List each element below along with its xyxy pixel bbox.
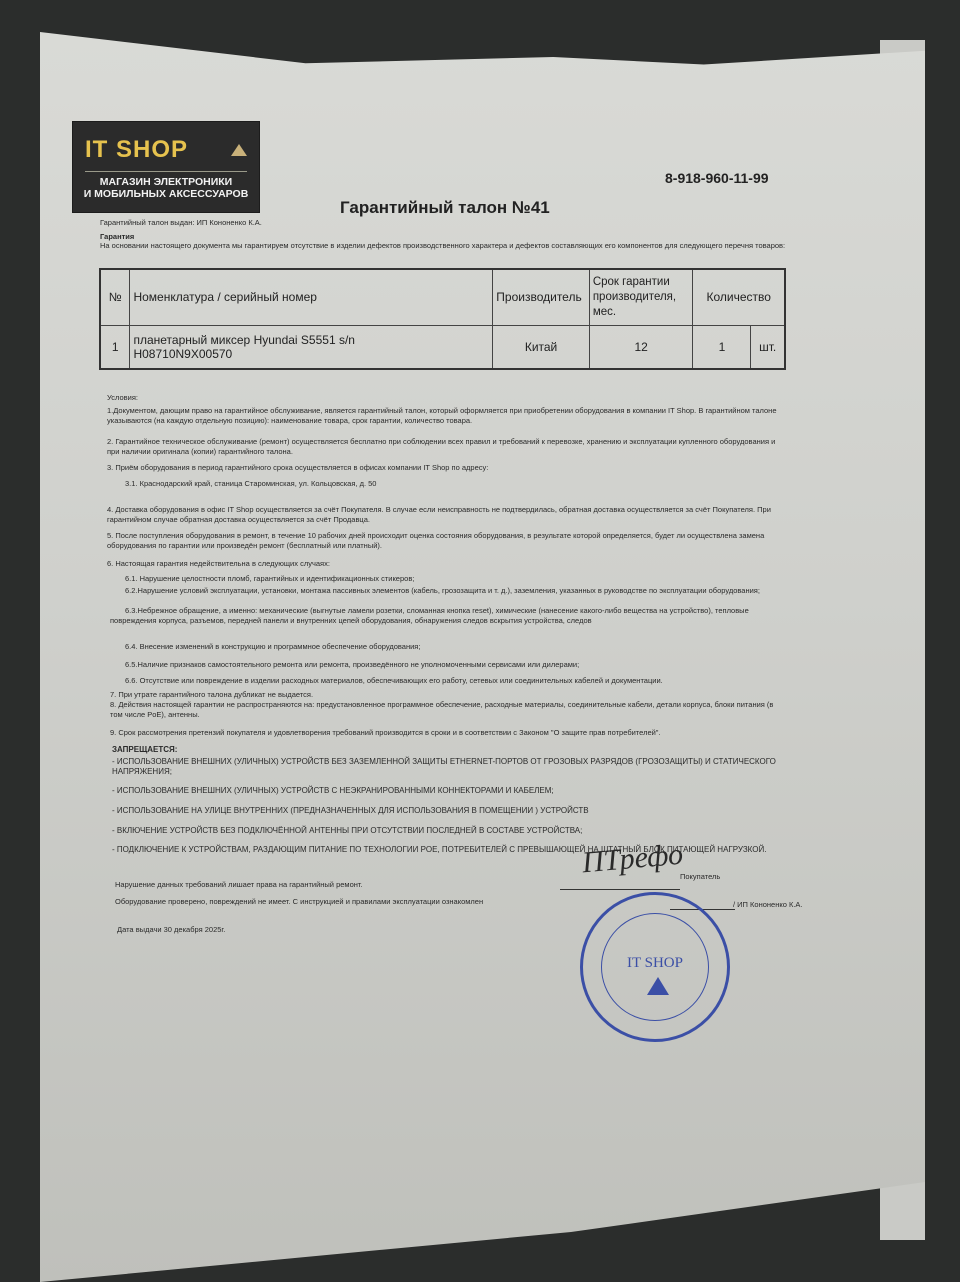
guarantee-text: На основании настоящего документа мы гарантируем отсутствие в изделии дефектов производственного характера и дефектов составляющих его компонентов для следующего перечня товаров: [100, 241, 786, 250]
row-num: 1 [100, 325, 130, 369]
condition-4: 4. Доставка оборудования в офис IT Shop осуществляется за счёт Покупателя. В случае если неисправность не подтвердилась, обратная доставка осуществляется за счёт Покупателя. При гарантийном случае обратная доставка осуществляется за счёт Продавца. [107, 505, 771, 524]
phone-number: 8-918-960-11-99 [665, 170, 769, 186]
row-serial: H08710N9X00570 [133, 346, 233, 361]
condition-5: 5. После поступления оборудования в ремонт, в течение 10 рабочих дней происходит оценка состояния оборудования, в результате которой определяется, будет ли осуществлена замена оборудования по гарантии или произведён ремонт (бесплатный или платный). [107, 531, 765, 550]
issue-date: Дата выдачи 30 декабря 2025г. [117, 925, 226, 934]
condition-6-1: 6.1. Нарушение целостности пломб, гарантийных и идентификационных стикеров; [125, 574, 415, 583]
items-table [99, 268, 786, 370]
logo-subtitle [73, 176, 259, 200]
header-num: № [100, 269, 130, 325]
it-shop-logo [72, 121, 260, 213]
triangle-logo-icon [231, 144, 247, 156]
header-name: Номенклатура / серийный номер [130, 269, 493, 325]
equipment-checked-note: Оборудование проверено, повреждений не имеет. С инструкцией и правилами эксплуатации ознакомлен [115, 897, 484, 906]
violation-note: Нарушение данных требований лишает права на гарантийный ремонт. [115, 880, 363, 889]
guarantee-heading: Гарантия [100, 232, 135, 241]
seller-label: / ИП Кононенко К.А. [733, 900, 803, 909]
buyer-signature-line [560, 889, 680, 890]
condition-6-4: 6.4. Внесение изменений в конструкцию и программное обеспечение оборудования; [125, 642, 421, 651]
logo-subtitle-line2: И МОБИЛЬНЫХ АКСЕССУАРОВ [83, 188, 249, 200]
row-qty: 1 [693, 325, 751, 369]
condition-7: 7. При утрате гарантийного талона дубликат не выдается. [110, 690, 314, 699]
buyer-label: Покупатель [680, 872, 721, 881]
table-header-row [100, 269, 785, 325]
condition-9: 9. Срок рассмотрения претензий покупателя и удовлетворения требований производится в сроки и в соответствии с Законом "О защите прав потребителей". [110, 728, 661, 737]
condition-6: 6. Настоящая гарантия недействительна в следующих случаях: [107, 559, 330, 568]
condition-2: 2. Гарантийное техническое обслуживание (ремонт) осуществляется бесплатно при соблюдении всех правил и требований к перевозке, хранению и эксплуатации купленного оборудования и при наличии оригинала (копии) гарантийного талона. [107, 437, 776, 456]
logo-divider [85, 171, 247, 172]
conditions-heading: Условия: [107, 393, 138, 402]
condition-3-1: 3.1. Краснодарский край, станица Староминская, ул. Кольцовская, д. 50 [125, 479, 377, 488]
prohibited-5: - ПОДКЛЮЧЕНИЕ К УСТРОЙСТВАМ, РАЗДАЮЩИМ ПИТАНИЕ ПО ТЕХНОЛОГИИ POE, ПОТРЕБИТЕЛЕЙ С ПРЕВЫШАЮЩЕЙ НА ШТАТНЫЙ БЛОК ПИТАЮЩЕЙ НАГРУЗКОЙ. [112, 845, 767, 854]
row-name-line1: планетарный миксер Hyundai S5551 s/n [133, 332, 355, 347]
row-name [130, 325, 493, 369]
header-manufacturer: Производитель [493, 269, 590, 325]
company-stamp [580, 892, 730, 1042]
condition-6-5: 6.5.Наличие признаков самостоятельного ремонта или ремонта, произведённого не уполномоченными сервисами или дилерами; [125, 660, 580, 669]
prohibited-heading: ЗАПРЕЩАЕТСЯ: [112, 745, 178, 754]
condition-6-2: 6.2.Нарушение условий эксплуатации, установки, монтажа пассивных элементов (кабель, грозозащита и т. д.), заземления, указанных в руководстве по эксплуатации оборудования; [125, 586, 760, 595]
logo-subtitle-line1: МАГАЗИН ЭЛЕКТРОНИКИ [99, 176, 233, 188]
header-quantity: Количество [693, 269, 785, 325]
prohibited-4: - ВКЛЮЧЕНИЕ УСТРОЙСТВ БЕЗ ПОДКЛЮЧЁННОЙ АНТЕННЫ ПРИ ОТСУТСТВИИ ПОСЛЕДНЕЙ В СОСТАВЕ УСТРОЙСТВА; [112, 826, 583, 835]
document-title: Гарантийный талон №41 [340, 198, 550, 217]
row-manufacturer: Китай [493, 325, 590, 369]
prohibited-1: - ИСПОЛЬЗОВАНИЕ ВНЕШНИХ (УЛИЧНЫХ) УСТРОЙСТВ БЕЗ ЗАЗЕМЛЕННОЙ ЗАЩИТЫ ETHERNET-ПОРТОВ ОТ ГРОЗОВЫХ РАЗРЯДОВ (ГРОЗОЗАЩИТЫ) И СТАТИЧЕСКОГО НАПРЯЖЕНИЯ; [112, 757, 776, 776]
row-warranty-months: 12 [589, 325, 693, 369]
issued-by: Гарантийный талон выдан: ИП Кононенко К.А. [100, 218, 262, 227]
row-unit: шт. [751, 325, 785, 369]
prohibited-2: - ИСПОЛЬЗОВАНИЕ ВНЕШНИХ (УЛИЧНЫХ) УСТРОЙСТВ С НЕЭКРАНИРОВАННЫМИ КОННЕКТОРАМИ И КАБЕЛЕМ; [112, 786, 554, 795]
prohibited-3: - ИСПОЛЬЗОВАНИЕ НА УЛИЦЕ ВНУТРЕННИХ (ПРЕДНАЗНАЧЕННЫХ ДЛЯ ИСПОЛЬЗОВАНИЯ В ПОМЕЩЕНИИ ) УСТРОЙСТВ [112, 806, 589, 815]
condition-6-6: 6.6. Отсутствие или повреждение в изделии расходных материалов, обеспечивающих его работу, сетевых или соединительных кабелей и документации. [125, 676, 663, 685]
stamp-triangle-logo-icon [647, 977, 669, 995]
condition-1: 1.Документом, дающим право на гарантийное обслуживание, является гарантийный талон, который оформляется при приобретении оборудования в компании IT Shop. В гарантийном талоне указываются (на каждую отдельную позицию): наименование товара, срок гарантии, количество товара. [107, 406, 777, 425]
stamp-center-text: IT SHOP [627, 955, 683, 971]
table-row [100, 325, 785, 369]
buyer-signature: ПТрефо [580, 837, 685, 880]
condition-8: 8. Действия настоящей гарантии не распространяются на: предустановленное программное обеспечение, расходные материалы, соединительные кабели, детали корпуса, блоки питания (в том числе PoE), антенны. [110, 700, 774, 719]
header-warranty: Срок гарантии производителя, мес. [589, 269, 693, 325]
logo-brand: IT SHOP [85, 136, 189, 163]
condition-3: 3. Приём оборудования в период гарантийного срока осуществляется в офисах компании IT Shop по адресу: [107, 463, 489, 472]
condition-6-3: 6.3.Небрежное обращение, а именно: механические (выгнутые ламели розетки, сломанная кнопка reset), химические (нанесение какого-либо вещества на устройство), тепловые повреждения корпуса, разъемов, передней панели и внутренних цепей оборудования, обнаружения следов вскрытия устройства, следов [110, 606, 749, 625]
